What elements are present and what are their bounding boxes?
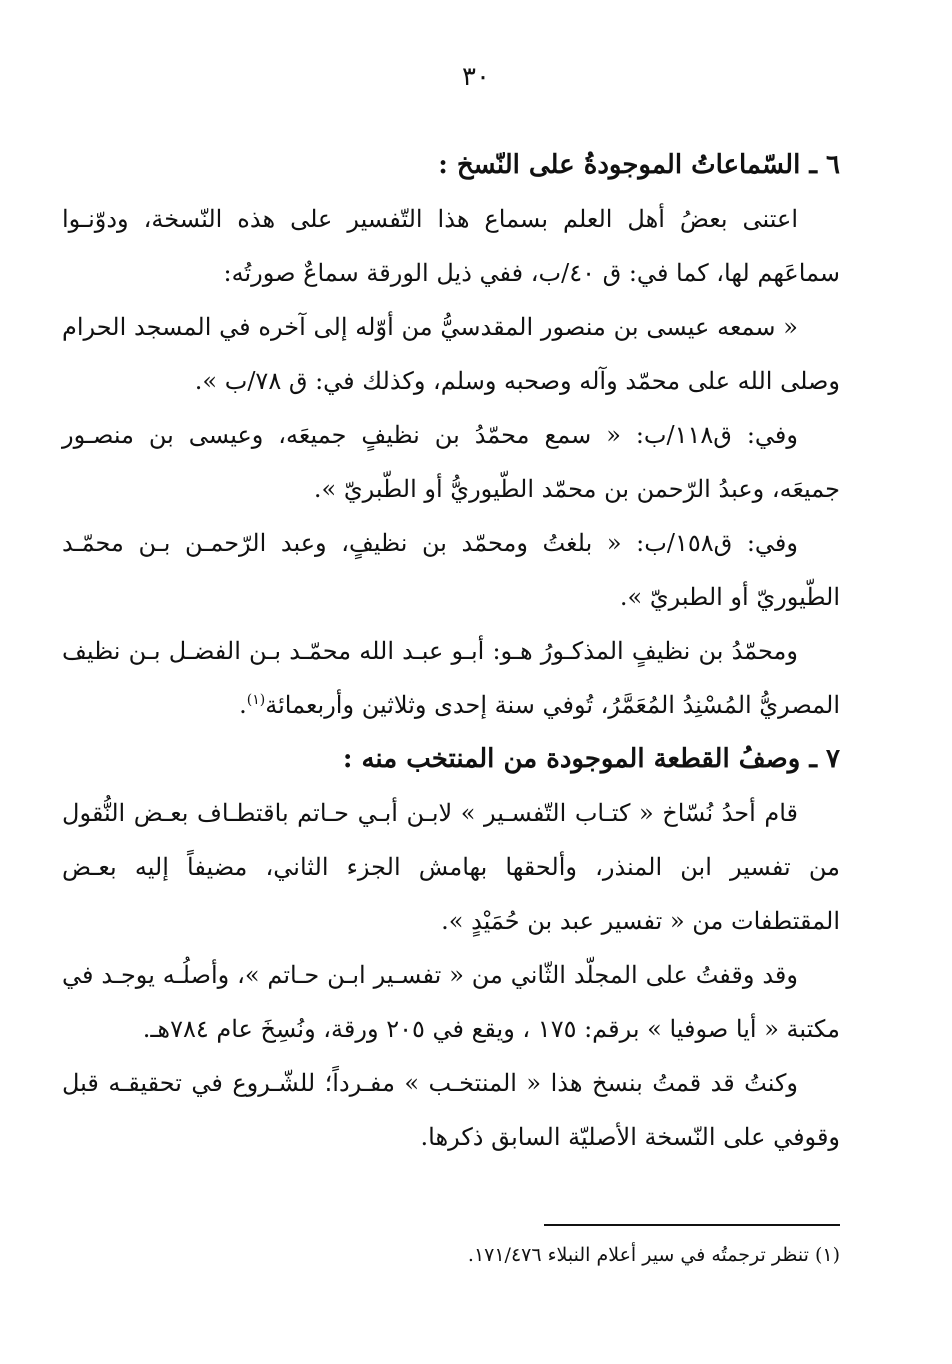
footnote-divider: [544, 1224, 840, 1226]
section-7-paragraph-2: وقد وقفتُ على المجلّد الثّاني من « تفسـير ابـن حـاتم »، وأصلُـه يوجـد في مكتبة « أيا صوفيا » برقم: ١٧٥ ، ويقع في ٢٠٥ ورقة، ونُسِخَ عام ٧٨٤هـ.: [62, 961, 840, 1043]
page-number: ٣٠: [462, 62, 490, 92]
section-6-paragraph-2: « سمعه عيسى بن منصور المقدسيُّ من أوّله إلى آخره في المسجد الحرام وصلى الله على محمّد وآله وصحبه وسلم، وكذلك في: ق ٧٨/ب ».: [62, 313, 840, 395]
section-6-paragraph-3: وفي: ق١١٨/ب: « سمع محمّدُ بن نظيفٍ جميعَه، وعيسى بن منصـور جميعَه، وعبدُ الرّحمن بن محمّد الطّيوريُّ أو الطّبريّ ».: [62, 421, 840, 503]
section-6-paragraph-4: وفي: ق١٥٨/ب: « بلغتُ ومحمّد بن نظيفٍ، وعبد الرّحمـن بـن محمّـد الطّيوريّ أو الطبريّ ».: [62, 529, 840, 611]
main-text: [62, 138, 840, 1164]
section-6-paragraph-5-end: .: [239, 691, 247, 719]
section-6-heading: ٦ ـ السّماعاتُ الموجودةُ على النّسخ :: [438, 150, 840, 180]
section-6-paragraph-5: [62, 624, 840, 732]
section-7-paragraph-3: وكنتُ قد قمتُ بنسخ هذا « المنتخـب » مفـرداً؛ للشّـروع في تحقيقـه قبل وقوفي على النّسخة الأصليّة السابق ذكرها.: [62, 1069, 840, 1151]
footnote: (١) تنظر ترجمتُه في سير أعلام النبلاء ١٧١/٤٧٦.: [467, 1244, 840, 1266]
section-6-paragraph-1: اعتنى بعضُ أهل العلم بسماع هذا التّفسير على هذه النّسخة، ودوّنـوا سماعَهم لها، كما في: ق ٤٠/ب، ففي ذيل الورقة سماعٌ صورتُه:: [62, 205, 840, 287]
section-7-heading: ٧ ـ وصفُ القطعة الموجودة من المنتخب منه :: [342, 744, 840, 774]
section-7-paragraph-1: قام أحدُ نُسّاخ « كتـاب التّفسـير » لابـن أبـي حـاتم باقتطـاف بعـض النُّقول من تفسير ابن المنذر، وألحقها بهامش الجزء الثاني، مضيفاً إليه بعـض المقتطفات من « تفسير عبد بن حُمَيْدٍ ».: [62, 799, 840, 935]
footnote-reference: (١): [246, 692, 266, 708]
section-6-paragraph-5-text: ومحمّدُ بن نظيفٍ المذكـورُ هـو: أبـو عبـد الله محمّـد بـن الفضـل بـن نظيف المصريُّ المُسْنِدُ المُعَمَّرُ، تُوفي سنة إحدى وثلاثين وأربعمائة: [62, 637, 840, 719]
